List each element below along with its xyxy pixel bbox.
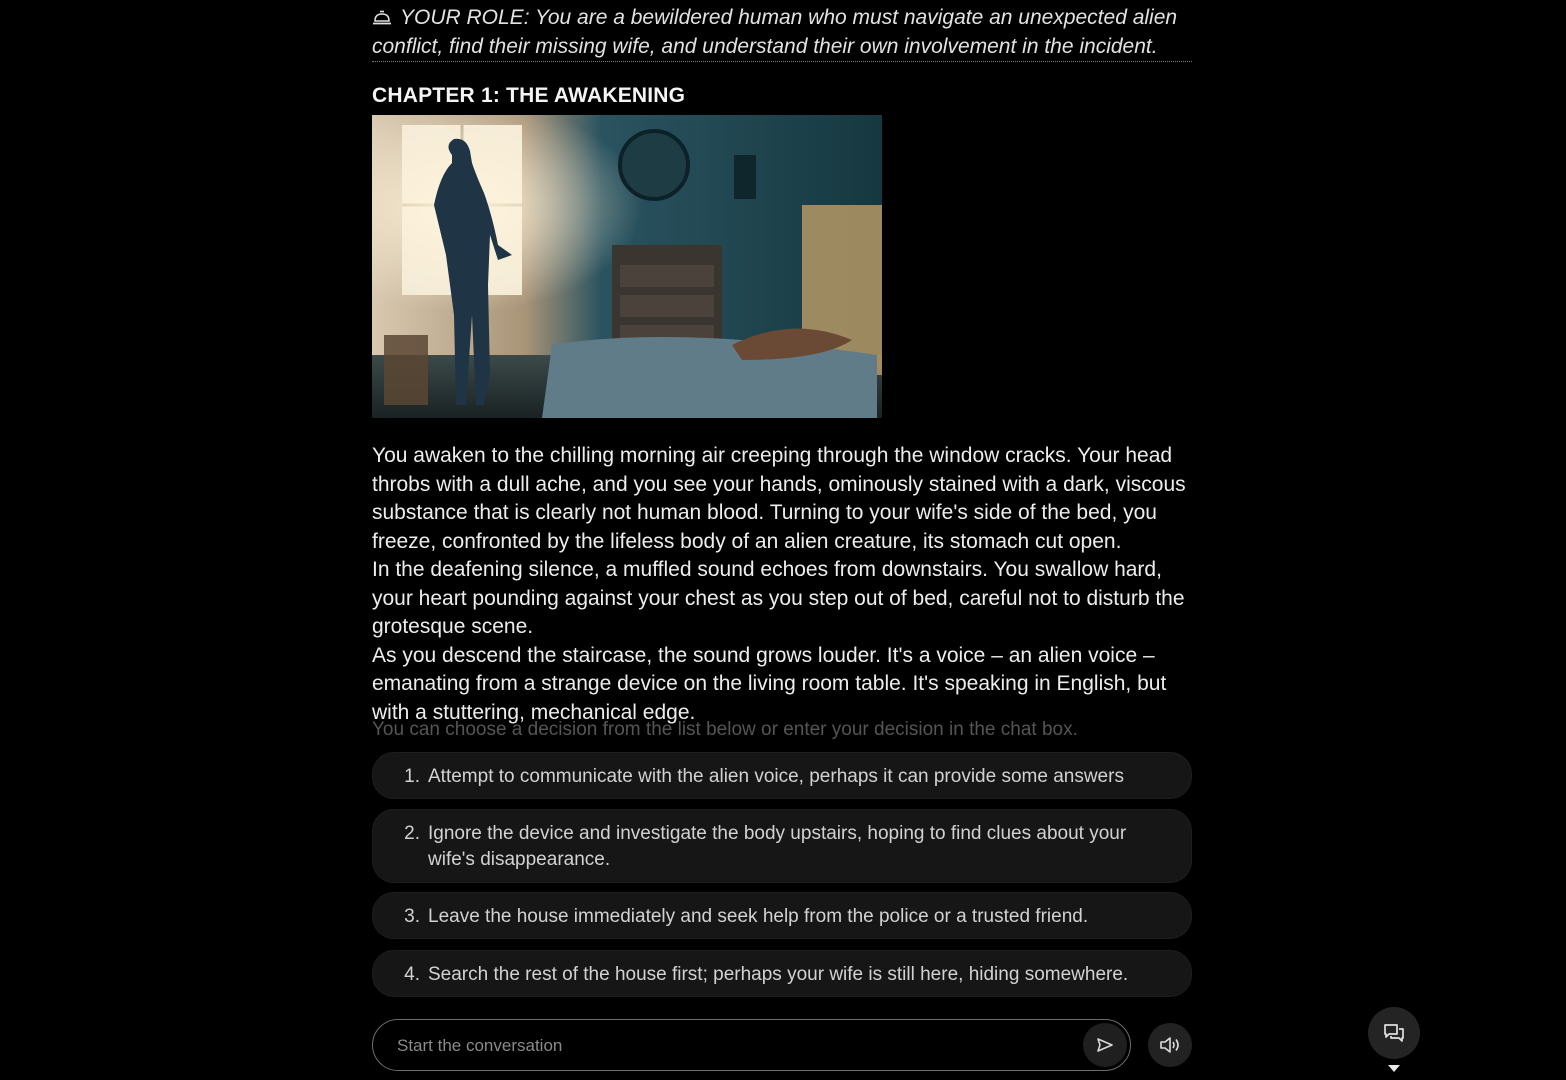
decision-list (372, 752, 1192, 1007)
service-bell-icon (372, 8, 392, 26)
send-button[interactable] (1083, 1023, 1127, 1067)
role-text: YOUR ROLE: You are a bewildered human who must navigate an unexpected alien conflict, find their missing wife, and understand their own involvement in the incident. (372, 6, 1178, 58)
chat-input[interactable] (395, 1032, 1069, 1060)
story-text (372, 442, 1192, 727)
send-icon (1096, 1037, 1114, 1053)
option-number: 3. (404, 906, 420, 927)
decision-option-1[interactable] (372, 752, 1192, 799)
option-number: 2. (404, 823, 420, 844)
story-column (372, 0, 1192, 727)
chat-bubbles-icon (1383, 1023, 1405, 1043)
option-text: Attempt to communicate with the alien voice, perhaps it can provide some answers (428, 766, 1124, 787)
chat-toggle-button[interactable] (1368, 1007, 1420, 1059)
decision-option-4[interactable] (372, 950, 1192, 997)
audio-toggle-button[interactable] (1148, 1023, 1192, 1067)
story-paragraph: In the deafening silence, a muffled sound echoes from downstairs. You swallow hard, your heart pounding against your chest as you step out of bed, careful not to disturb the grotesque scene. (372, 558, 1185, 638)
option-text: Search the rest of the house first; perhaps your wife is still here, hiding somewhere. (428, 964, 1129, 985)
story-paragraph: As you descend the staircase, the sound grows louder. It's a voice – an alien voice – emanating from a strange device on the living room table. It's speaking in English, but with a stuttering, mechanical edge. (372, 643, 1167, 724)
caret-down-icon[interactable] (1388, 1065, 1400, 1073)
role-description (372, 3, 1192, 62)
chapter-title: CHAPTER 1: THE AWAKENING (372, 84, 686, 107)
story-paragraph: You awaken to the chilling morning air creeping through the window cracks. Your head throbs with a dull ache, and you see your hands, ominously stained with a dark, viscous substance that is clearly not human blood. Turning to your wife's side of the bed, you freeze, confronted by the lifeless body of an alien creature, its stomach cut open. (372, 444, 1186, 553)
option-number: 1. (404, 766, 420, 787)
decision-option-3[interactable] (372, 892, 1192, 939)
speaker-icon (1159, 1035, 1181, 1055)
option-text: Leave the house immediately and seek help from the police or a trusted friend. (428, 906, 1089, 927)
option-text: Ignore the device and investigate the body upstairs, hoping to find clues about your wife's disappearance. (428, 823, 1127, 870)
chapter-illustration (372, 115, 882, 418)
decision-option-2[interactable] (372, 809, 1192, 883)
option-number: 4. (404, 964, 420, 985)
decision-hint: You can choose a decision from the list below or enter your decision in the chat box. (372, 719, 1078, 740)
chat-composer (372, 1019, 1131, 1071)
